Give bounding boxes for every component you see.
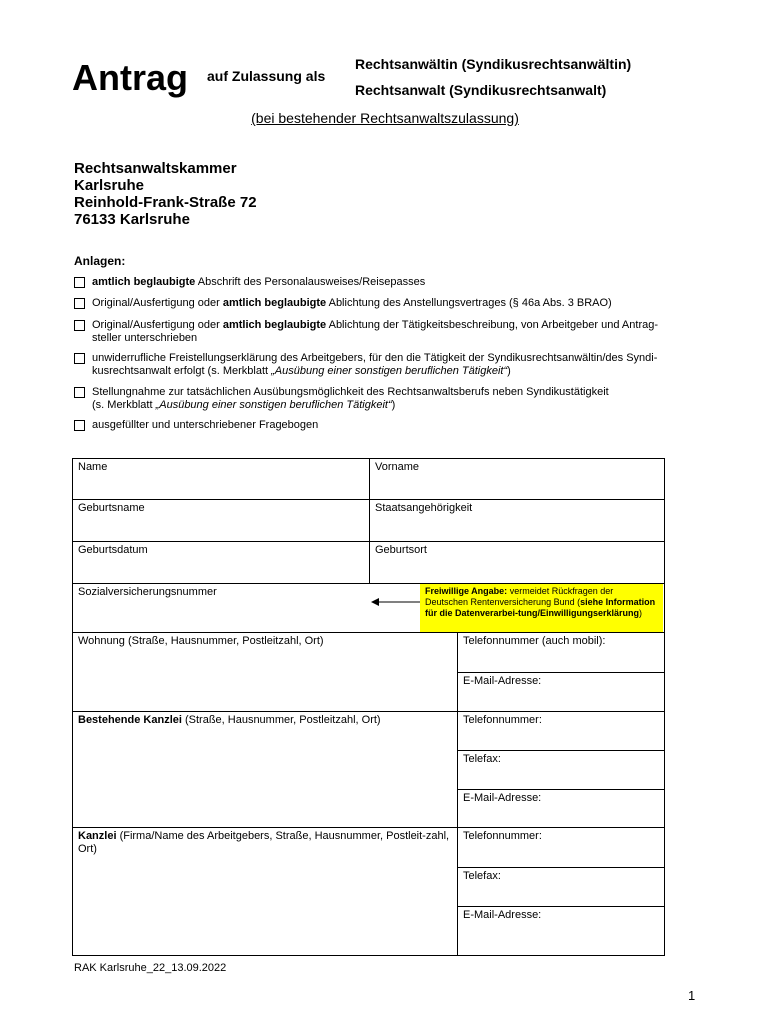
arbeitgeber-telefax-field[interactable] xyxy=(457,867,665,907)
kanzlei-telefax-field[interactable] xyxy=(457,750,665,790)
attachment-checkbox[interactable] xyxy=(74,298,85,309)
document-code: RAK Karlsruhe_22_13.09.2022 xyxy=(74,962,227,974)
attachment-text: Ablichtung des Anstellungsvertrages (§ 46a Abs. 3 BRAO) xyxy=(326,297,612,309)
attachment-italic-text: „Ausübung einer sonstigen beruflichen Tätigkeit“ xyxy=(155,399,392,411)
field-label: (Straße, Hausnummer, Postleitzahl, Ort) xyxy=(181,714,381,726)
field-label-bold: Bestehende Kanzlei xyxy=(78,714,182,726)
attachment-text: kusrechtsanwalt erfolgt (s. Merkblatt xyxy=(92,365,272,377)
field-label: Name xyxy=(78,461,108,473)
attachment-checkbox[interactable] xyxy=(74,420,85,431)
attachments-heading: Anlagen: xyxy=(74,254,126,268)
field-label: Telefonnummer: xyxy=(463,714,542,726)
page-number: 1 xyxy=(688,988,696,1003)
option-female-title: Rechtsanwältin (Syndikusrechtsanwältin) xyxy=(355,56,632,72)
field-label: Telefax: xyxy=(463,753,501,765)
name-field[interactable] xyxy=(72,458,370,500)
attachment-checkbox[interactable] xyxy=(74,353,85,364)
attachment-text: (s. Merkblatt xyxy=(92,399,156,411)
attachment-text: ) xyxy=(507,365,511,377)
field-label: Sozialversicherungsnummer xyxy=(78,586,217,598)
attachment-checkbox[interactable] xyxy=(74,277,85,288)
vorname-field[interactable] xyxy=(369,458,665,500)
address-line: 76133 Karlsruhe xyxy=(74,211,190,228)
attachment-text: Original/Ausfertigung oder xyxy=(92,319,223,331)
info-text: vermeidet Rückfragen der Deutschen Rentenversicherung Bund ( xyxy=(425,586,614,607)
attachment-text: Stellungnahme zur tatsächlichen Ausübungsmöglichkeit des Rechtsanwaltsberufs neben Syndikustätigkeit xyxy=(92,386,609,398)
attachment-italic-text: „Ausübung einer sonstigen beruflichen Tätigkeit“ xyxy=(271,365,508,377)
geburtsort-field[interactable] xyxy=(369,541,665,584)
arbeitgeber-kanzlei-field[interactable] xyxy=(72,827,458,956)
attachment-item xyxy=(74,319,694,345)
attachment-text: steller unterschrieben xyxy=(92,332,198,344)
field-label: Staatsangehörigkeit xyxy=(375,502,473,514)
attachment-bold-text: amtlich beglaubigte xyxy=(222,297,327,309)
attachment-item xyxy=(74,419,694,432)
attachment-text: ) xyxy=(391,399,396,411)
form-note: (bei bestehender Rechtsanwaltszulassung) xyxy=(251,110,519,126)
attachment-text: unwiderrufliche Freistellungserklärung des Arbeitgebers, für den die Tätigkeit der Syndikusrechtsanwältin/des Syndi- xyxy=(92,352,658,364)
info-bold-text: siehe Information für die Datenverarbei-tung/Einwilligungserklärung xyxy=(425,597,656,618)
attachment-checkbox[interactable] xyxy=(74,387,85,398)
attachment-bold-text: amtlich beglaubigte xyxy=(92,276,196,288)
form-subtitle: auf Zulassung als xyxy=(207,68,326,84)
kanzlei-email-field[interactable] xyxy=(457,789,665,828)
arbeitgeber-telefon-field[interactable] xyxy=(457,827,665,868)
arbeitgeber-email-field[interactable] xyxy=(457,906,665,956)
field-label: (Firma/Name des Arbeitgebers, Straße, Hausnummer, Postleit-zahl, Ort) xyxy=(78,830,450,855)
kanzlei-telefon-field[interactable] xyxy=(457,711,665,751)
field-label: E-Mail-Adresse: xyxy=(463,675,542,687)
field-label: Telefax: xyxy=(463,870,501,882)
attachment-text: Original/Ausfertigung oder xyxy=(92,297,223,309)
field-label: Telefonnummer (auch mobil): xyxy=(463,635,606,647)
telefon-mobil-field[interactable] xyxy=(457,632,665,673)
attachment-bold-text: amtlich beglaubigte xyxy=(222,319,327,331)
attachment-text: ausgefüllter und unterschriebener Fragebogen xyxy=(92,419,319,431)
field-label: E-Mail-Adresse: xyxy=(463,909,542,921)
info-text: ) xyxy=(639,608,643,618)
field-label: Telefonnummer: xyxy=(463,830,542,842)
arrow-left-icon xyxy=(370,595,422,609)
address-line: Karlsruhe xyxy=(74,177,145,194)
wohnung-field[interactable] xyxy=(72,632,458,712)
attachment-item xyxy=(74,297,694,310)
attachment-item xyxy=(74,352,694,378)
field-label-bold: Kanzlei xyxy=(78,830,117,842)
info-box xyxy=(420,584,663,632)
staatsangehoerigkeit-field[interactable] xyxy=(369,499,665,542)
field-label: E-Mail-Adresse: xyxy=(463,792,542,804)
attachment-text: Abschrift des Personalausweises/Reisepasses xyxy=(195,276,426,288)
option-male-title: Rechtsanwalt (Syndikusrechtsanwalt) xyxy=(355,82,607,98)
geburtsdatum-field[interactable] xyxy=(72,541,370,584)
address-line: Rechtsanwaltskammer xyxy=(74,160,237,177)
info-bold-text: Freiwillige Angabe: xyxy=(425,586,508,596)
attachment-checkbox[interactable] xyxy=(74,320,85,331)
attachment-item xyxy=(74,276,694,289)
form-title: Antrag xyxy=(72,57,188,98)
field-label: Wohnung (Straße, Hausnummer, Postleitzahl, Ort) xyxy=(78,635,324,647)
field-label: Geburtsdatum xyxy=(78,544,148,556)
email-field[interactable] xyxy=(457,672,665,712)
attachment-text: Ablichtung der Tätigkeitsbeschreibung, von Arbeitgeber und Antrag- xyxy=(326,319,659,331)
field-label: Vorname xyxy=(375,461,420,473)
recipient-address xyxy=(74,160,257,228)
attachment-item xyxy=(74,386,694,412)
address-line: Reinhold-Frank-Straße 72 xyxy=(74,194,257,211)
field-label: Geburtsort xyxy=(375,544,427,556)
field-label: Geburtsname xyxy=(78,502,145,514)
bestehende-kanzlei-field[interactable] xyxy=(72,711,458,828)
geburtsname-field[interactable] xyxy=(72,499,370,542)
